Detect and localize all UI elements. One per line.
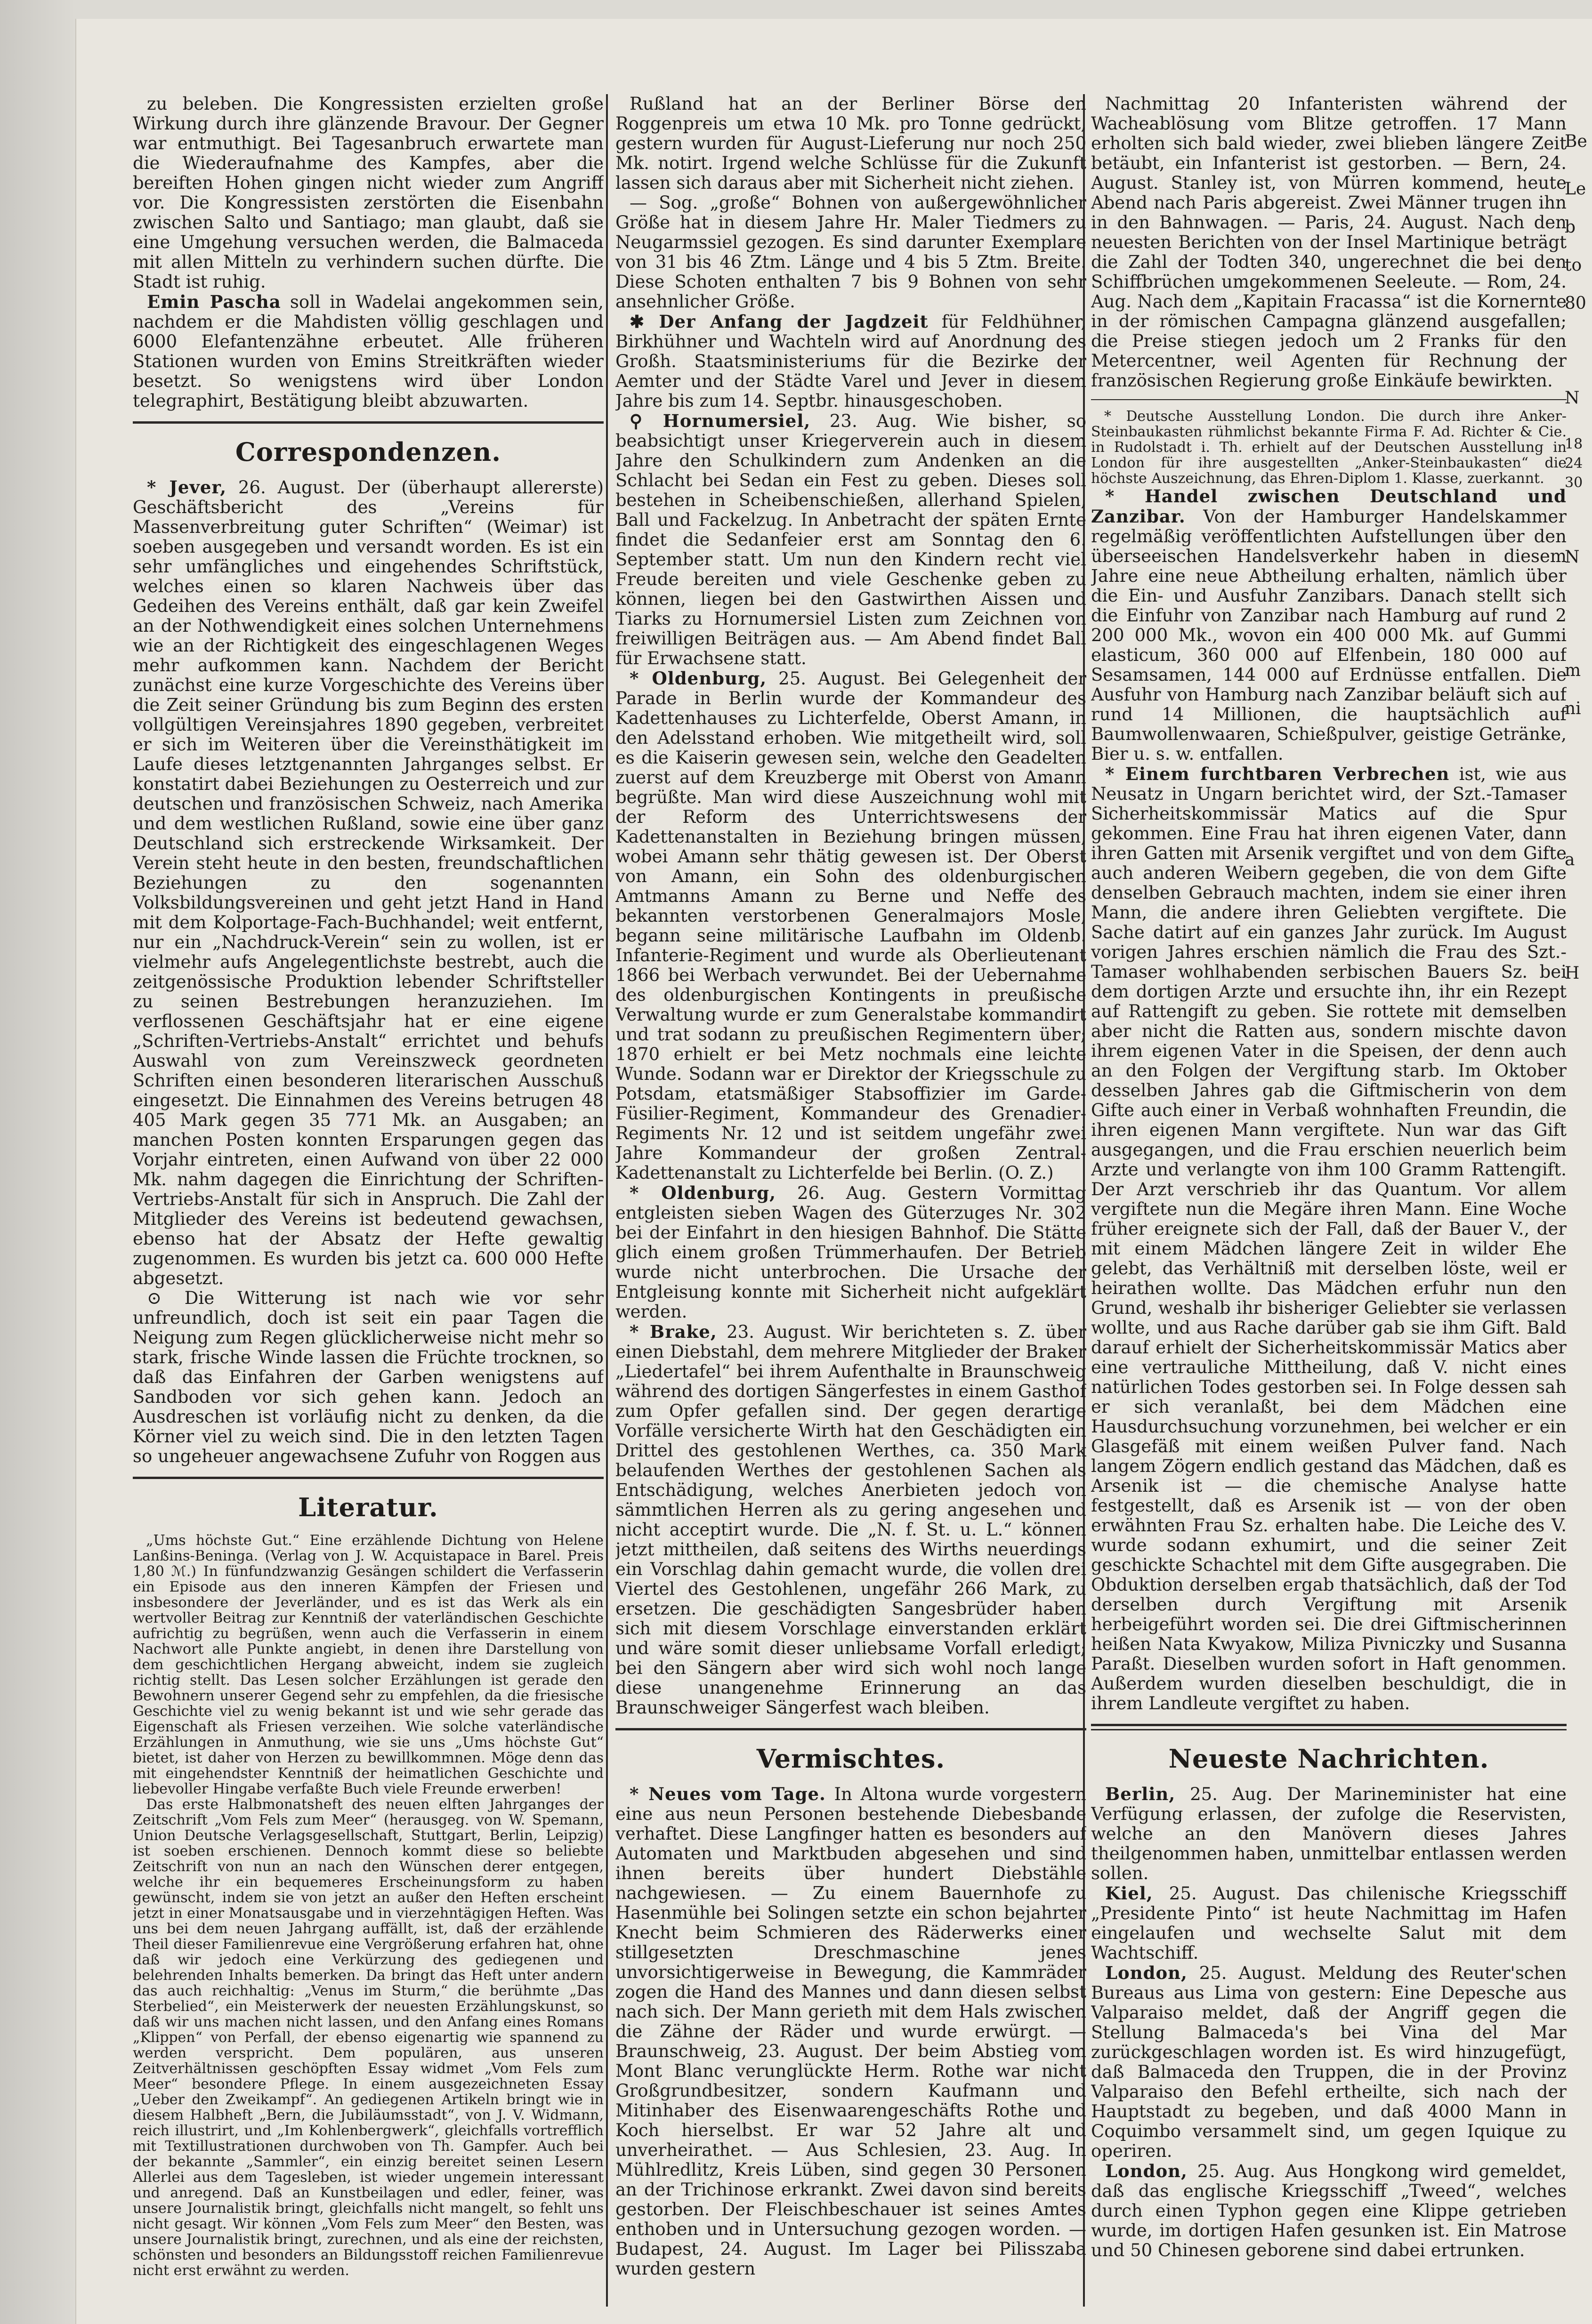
edge-fragment: b bbox=[1565, 217, 1576, 237]
section-rule bbox=[133, 421, 604, 424]
article-jever: * Jever, 26. August. Der (überhaupt allererste) Geschäftsbericht des „Vereins für Massenverbreitung guter Schriften“ (Weimar) ist soeben ausgegeben und versandt worden. Es ist ein sehr umfängliches und eingehendes Schriftstück, welches einen so klaren Nachweis über das Gedeihen des Vereins enthält, daß gar kein Zweifel an der Nothwendigkeit eines solchen Unternehmens wie an der Richtigkeit des eingeschlagenen Weges mehr aufkommen kann. Nachdem der Bericht zunächst eine kurze Vorgeschichte des Vereins über die Zeit seiner Gründung bis zum Beginn des ersten vollgültigen Vereinsjahres 1890 gegeben, verbreitet er sich im Weiteren über die Vereinsthätigkeit im Laufe dieses letztgenannten Jahrganges selbst. Er konstatirt dabei Beziehungen zu Oesterreich und zur deutschen und französischen Schweiz, nach Amerika und dem westlichen Rußland, sowie eine über ganz Deutschland sich erstreckende Wirksamkeit. Der Verein steht heute in den besten, freundschaftlichen Beziehungen zu den sogenannten Volksbildungsvereinen und geht jetzt Hand in Hand mit dem Kolportage-Fach-Buchhandel; weit entfernt, nur ein „Nachdruck-Verein“ sein zu wollen, ist er vielmehr aufs Angelegentlichste bestrebt, auch die zeitgenössische Produktion lebender Schriftsteller zu seinen Bestrebungen heranzuziehen. Im verflossenen Geschäftsjahr hat er eine eigene „Schriften-Vertriebs-Anstalt“ errichtet und behufs Auswahl von zum Vereinszweck geordneten Schriften einen besonderen literarischen Ausschuß eingesetzt. Die Einnahmen des Vereins betrugen 48 405 Mark gegen 35 771 Mk. an Ausgaben; an manchen Posten konnten Ersparungen gegen das Vorjahr eintreten, einen Aufwand von über 22 000 Mk. nahm dagegen die Einrichtung der Schriften-Vertriebs-Anstalt für sich in Anspruch. Die Zahl der Mitglieder des Vereins ist bedeutend gewachsen, ebenso hat der Absatz der Hefte gewaltig zugenommen. Es wurden bis jetzt ca. 600 000 Hefte abgesetzt. bbox=[133, 477, 604, 1288]
edge-fragment: m bbox=[1565, 661, 1581, 680]
article-text: zu beleben. Die Kongressisten erzielten große Wirkung durch ihre glänzende Bravour. Der Gegner war entmuthigt. Bei Tagesanbruch erwartete man die Wiederaufnahme des Kampfes, aber die bereiften Hohen gingen nicht wieder zum Angriff vor. Die Kongressisten zerstörten die Eisenbahn zwischen Salto und Santiago; man glaubt, daß sie eine Umgehung versuchen werden, die Balmaceda mit allen Mitteln zu verhindern suchen dürfte. Die Stadt ist ruhig. bbox=[133, 94, 604, 292]
literature-review: „Ums höchste Gut.“ Eine erzählende Dichtung von Helene Lanßins-Beninga. (Verlag von J. W. Acquistapace in Barel. Preis 1,80 ℳ.) In fünfundzwanzig Gesängen schildert die Verfasserin ein Episode aus den inneren Kämpfen der Friesen und insbesondere der Jeverländer, und es ist das Werk als ein wertvoller Beitrag zur Kenntniß der vaterländischen Geschichte aufrichtig zu begrüßen, wenn auch die Verfasserin in einem Nachwort alle Punkte angiebt, in denen ihre Darstellung von dem geschichtlichen Hergang abweicht, indem sie zugleich richtig stellt. Das Lesen solcher Erzählungen ist gerade den Bewohnern unserer Gegend sehr zu empfehlen, da die friesische Geschichte viel zu wenig bekannt ist und wie sehr gerade das Eigenschaft als Friesen verzeihen. Wie solche vaterländische Erzählungen in Anmuthung, wie sie uns „Ums höchste Gut“ bietet, ist daher von Herzen zu bewillkommnen. Möge denn das mit eingehendster Kenntniß der heimatlichen Geschichte und liebevoller Hingabe verfaßte Buch viele Freunde erwerben! bbox=[133, 1532, 604, 1797]
news-london: London, 25. Aug. Aus Hongkong wird gemeldet, daß das englische Kriegsschiff „Tweed“, welches durch einen Typhon gegen eine Klippe getrieben wurde, im dortigen Hafen gesunken ist. Ein Matrose und 50 Chinesen geborene sind dabei ertrunken. bbox=[1091, 2161, 1567, 2260]
section-rule bbox=[1091, 1724, 1567, 1726]
article-emin: Emin Pascha soll in Wadelai angekommen sein, nachdem er die Mahdisten völlig geschlagen und 6000 Elefantenzähne erbeutet. Alle früheren Stationen wurden von Emins Streitkräften wieder besetzt. So wenigstens wird über London telegraphirt, Bestätigung bleibt abzuwarten. bbox=[133, 291, 604, 411]
section-heading-neueste-nachrichten: Neueste Nachrichten. bbox=[1168, 1744, 1489, 1774]
article-verbrechen: * Einem furchtbaren Verbrechen ist, wie aus Neusatz in Ungarn berichtet wird, der Szt.-Tamaser Sicherheitskommissär Matics auf die Spur gekommen. Eine Frau hat ihren eigenen Vater, dann ihren Gatten mit Arsenik vergiftet und von dem Gifte auch anderen Weibern gegeben, die von dem Gifte denselben Gebrauch machten, indem sie einer ihren Mann, die andere ihren Geliebten vergiftete. Die Sache datirt auf ein ganzes Jahr zurück. Im August vorigen Jahres erschien nämlich die Frau des Szt.-Tamaser wohlhabenden serbischen Bauers Sz. bei dem dortigen Arzte und ersuchte ihn, ihr ein Rezept auf Rattengift zu geben. Sie rottete mit demselben aber nicht die Ratten aus, sondern mischte davon ihrem eigenen Vater in die Speisen, der denn auch an den Folgen der Vergiftung starb. Im Oktober desselben Jahres gab die Giftmischerin von dem Gifte auch einer in Verbaß wohnhaften Freundin, die ihren eigenen Mann vergiftete. Nun war das Gift ausgegangen, und die Frau erschien neuerlich beim Arzte und verlangte von ihm 100 Gramm Rattengift. Der Arzt verschrieb ihr das Quantum. Vor allem vergiftete nun die Megäre ihren Mann. Eine Woche früher ereignete sich der Fall, daß der Bauer V., der mit einem Mädchen längere Zeit in wilder Ehe gelebt, das Verhältniß mit derselben löste, weil er heirathen wollte. Das Mädchen erfuhr nun den Grund, weshalb ihr bisheriger Geliebter sie verlassen wollte, und aus Rache darüber gab sie ihm Gift. Bald darauf erhielt der Sicherheitskommissär Matics aber eine vertrauliche Mittheilung, daß V. nicht eines natürlichen Todes gestorben sei. In Folge dessen sah er sich veranlaßt, bei dem Mädchen eine Hausdurchsuchung vorzunehmen, bei welcher er ein Glasgefäß mit einem weißen Pulver fand. Nach langem Zögern endlich gestand das Mädchen, daß es Arsenik ist — die chemische Analyse hatte festgestellt, daß es Arsenik ist — von der oben erwähnten Frau Sz. erhalten habe. Die Leiche des V. wurde sodann exhumirt, und die seiner Zeit geschickte Schachtel mit dem Gifte ausgegraben. Die Obduktion derselben ergab thatsächlich, daß der Tod derselben durch Vergiftung mit Arsenik herbeigeführt worden sei. Die drei Giftmischerinnen heißen Nata Kwyakow, Miliza Pivniczky und Susanna Paraßt. Dieselben wurden sofort in Haft genommen. Außerdem wurden dieselben beschuldigt, die in ihrem Landleute vergiftet zu haben. bbox=[1091, 764, 1567, 1713]
edge-fragment: 24 bbox=[1565, 455, 1583, 472]
edge-fragment: N bbox=[1565, 388, 1580, 408]
article-text: Nachmittag 20 Infanteristen während der Wacheablösung vom Blitze getroffen. 17 Mann erholten sich bald wieder, zwei blieben längere Zeit betäubt, ein Infanterist ist gestorben. — Bern, 24. August. Stanley ist, von Mürren kommend, heute Abend nach Paris abgereist. Zwei Männer trugen ihn in den Bahnwagen. — Paris, 24. August. Nach den neuesten Berichten von der Insel Martinique beträgt die Zahl der Todten 340, ungerechnet die bei den Schiffbrüchen umgekommenen Seeleute. — Rom, 24. Aug. Nach dem „Kapitain Fracassa“ ist die Kornernte in der römischen Campagna glänzend ausgefallen; die Preise stiegen jedoch um 2 Franks für den Metercentner, weil Agenten für Rechnung der französischen Regierung große Einkäufe bewirkten. bbox=[1091, 94, 1567, 391]
section-heading-literatur: Literatur. bbox=[298, 1492, 438, 1522]
literature-review: Das erste Halbmonatsheft des neuen elften Jahrganges der Zeitschrift „Vom Fels zum Meer“ (herausgeg. von W. Spemann, Union Deutsche Verlagsgesellschaft, Stuttgart, Berlin, Leipzig) ist soeben erschienen. Dennoch kommt diese so beliebte Zeitschrift von nun an nach den Wünschen derer entgegen, welche ihr ein bequemeres Erscheinungsform zu haben gewünscht, indem sie von jetzt an außer den Heften erscheint jetzt in einer Monatsausgabe und in vierzehntägigen Heften. Was uns bei dem neuen Jahrgang auffällt, ist, daß der erzählende Theil dieser Familienrevue eine Vergrößerung erfahren hat, ohne daß wir jedoch eine Verkürzung des gediegenen und belehrenden Inhalts bemerken. Da bringt das Heft unter andern das auch reichhaltig: „Venus im Sturm,“ die berühmte „Das Sterbelied“, ein Meisterwerk der neuesten Erzählungskunst, so daß wir uns machen nicht lassen, und den Anfang eines Romans „Klippen“ von Perfall, der ebenso eigenartig wie spannend zu werden verspricht. Dem populären, aus unseren Zeitverhältnissen geschöpften Essay widmet „Vom Fels zum Meer“ besondere Pflege. In einem ausgezeichneten Essay „Ueber den Zweikampf“. An gediegenen Artikeln bringt wie in diesem Halbheft „Bern, die Jubiläumsstadt“, von J. V. Widmann, reich illustrirt, und „Im Kohlenbergwerk“, gleichfalls vortrefflich mit Textillustrationen durchwoben von Th. Gampfer. Auch bei der bekannte „Sammler“, ein einzig bereitet seinen Lesern Allerlei aus dem Tagesleben, ist wieder ungemein interessant und anregend. Daß an Kunstbeilagen und edler, feiner, was unsere Journalistik bringt, gleichfalls nicht mangelt, so fehlt uns nicht gesagt. Wir können „Vom Fels zum Meer“ den Besten, was unsere Journalistik bringt, zurechnen, und als eine der reichsten, schönsten und besonders an Bildungsstoff reichen Familienrevue nicht erst erwähnt zu werden. bbox=[133, 1796, 604, 2279]
section-rule bbox=[615, 1728, 1086, 1730]
edge-fragment: Be bbox=[1565, 132, 1587, 151]
edge-fragment: Le bbox=[1565, 179, 1586, 199]
edge-fragment: 30 bbox=[1565, 474, 1583, 491]
article-text: Rußland hat an der Berliner Börse den Roggenpreis um etwa 10 Mk. pro Tonne gedrückt, gestern wurden für August-Lieferung nur noch 250 Mk. notirt. Irgend welche Schlüsse für die Zukunft lassen sich daraus aber mit Sicherheit nicht ziehen. bbox=[615, 94, 1086, 193]
edge-fragment: ni bbox=[1565, 699, 1581, 718]
edge-fragment: 18 bbox=[1565, 436, 1583, 452]
edge-fragment: H bbox=[1565, 964, 1580, 983]
cut-off-column-edge bbox=[1565, 94, 1592, 2307]
section-rule bbox=[133, 1477, 604, 1479]
article-weather: ⊙ Die Witterung ist nach wie vor sehr unfreundlich, doch ist seit ein paar Tagen die Neigung zum Regen glücklicherweise nicht mehr so stark, frische Winde lassen die Früchte trocknen, so daß das Einfahren der Garben wenigstens auf Sandboden vor sich gehen kann. Jedoch an Ausdreschen ist vorläufig nicht zu denken, da die Körner viel zu weich sind. Die in den letzten Tagen so ungeheuer angewachsene Zufuhr von Roggen aus bbox=[133, 1288, 604, 1466]
notice-ausstellung: * Deutsche Ausstellung London. Die durch ihre Anker-Steinbaukasten rühmlichst bekannte Firma F. Ad. Richter & Cie. in Rudolstadt i. Th. erhielt auf der Deutschen Ausstellung in London für ihre ausgestellten „Anker-Steinbaukasten“ die höchste Auszeichnung, das Ehren-Diplom 1. Klasse, zuerkannt. bbox=[1091, 408, 1567, 487]
edge-fragment: 80 bbox=[1565, 294, 1586, 313]
column-2 bbox=[615, 94, 1086, 2307]
news-london: London, 25. August. Meldung des Reuter'schen Bureaus aus Lima von gestern: Eine Depesche aus Valparaiso meldet, daß der Angriff gegen die Stellung Balmaceda's bei Vina del Mar zurückgeschlagen worden ist. Es wird hinzugefügt, daß Balmaceda den Truppen, die in der Provinz Valparaiso den Befehl ertheilte, sich nach der Hauptstadt zu begeben, und daß 4000 Mann in Coquimbo versammelt sind, um gegen Iquique zu operiren. bbox=[1091, 1962, 1567, 2161]
column-1 bbox=[133, 94, 604, 2307]
section-rule bbox=[1091, 399, 1567, 400]
article-neues-vom-tage: * Neues vom Tage. In Altona wurde vorgestern eine aus neun Personen bestehende Diebesbande verhaftet. Diese Langfinger hatten es besonders auf Automaten und Marktbuden abgesehen und sind ihnen bereits über hundert Diebstähle nachgewiesen. — Zu einem Bauernhofe zu Hasenmühle bei Solingen setzte ein schon bejahrter Knecht beim Schmieren des Räderwerks einer stillgesetzten Dreschmaschine jenes unvorsichtigerweise in Bewegung, die Kammräder zogen die Hand des Mannes und dann diesen selbst nach sich. Der Mann gerieth mit dem Hals zwischen die Zähne der Räder und wurde erwürgt. — Braunschweig, 23. August. Der beim Abstieg vom Mont Blanc verunglückte Herm. Rothe war nicht Großgrundbesitzer, sondern Kaufmann und Mitinhaber des Eisenwaarengeschäfts Rothe und Koch hierselbst. Er war 52 Jahre alt und unverheirathet. — Aus Schlesien, 23. Aug. In Mühlredlitz, Kreis Lüben, sind gegen 30 Personen an der Trichinose erkrankt. Zwei davon sind bereits gestorben. Der Fleischbeschauer ist seines Amtes enthoben und in Untersuchung gezogen worden. — Budapest, 24. August. Im Lager bei Pilisszaba wurden gestern bbox=[615, 1784, 1086, 2279]
column-rule bbox=[606, 94, 608, 2307]
edge-fragment: a bbox=[1565, 850, 1575, 869]
article-bohnen: — Sog. „große“ Bohnen von außergewöhnlicher Größe hat in diesem Jahre Hr. Maler Tiedmers zu Neugarmssiel gezogen. Es sind darunter Exemplare von 31 bis 46 Ztm. Länge und 4 bis 5 Ztm. Breite. Diese Schoten enthalten 7 bis 9 Bohnen von sehr ansehnlicher Größe. bbox=[615, 193, 1086, 312]
article-brake: * Brake, 23. August. Wir berichteten s. Z. über einen Diebstahl, dem mehrere Mitglieder der Braker „Liedertafel“ bei ihrem Aufenthalte in Braunschweig während des dortigen Sängerfestes in einem Gasthof zum Opfer gefallen sind. Der gegen derartige Vorfälle versicherte Wirth hat den Geschädigten ein Drittel des gestohlenen Werthes, ca. 350 Mark belaufenden Werthes der gestohlenen Sachen als Entschädigung, welches Anerbieten jedoch von sämmtlichen Herren als zu gering angesehen und nicht acceptirt wurde. Die „N. f. St. u. L.“ können jetzt mittheilen, daß seitens des Wirths neuerdings ein Vorschlag dahin gemacht wurde, die vollen drei Viertel des Gestohlenen, ungefähr 266 Mark, zu ersetzen. Die geschädigten Sangesbrüder haben sich mit diesem Vorschlage einverstanden erklärt und wäre somit dieser unliebsame Vorfall erledigt; bei den Sängern aber wird sich wohl noch lange diese unangenehme Erinnerung an das Braunschweiger Sängerfest wach bleiben. bbox=[615, 1321, 1086, 1718]
article-jagdzeit: ✱ Der Anfang der Jagdzeit für Feldhühner, Birkhühner und Wachteln wird auf Anordnung des Großh. Staatsministeriums für die Bezirke der Aemter und der Städte Varel und Jever in diesem Jahre bis zum 14. Septbr. hinausgeschoben. bbox=[615, 311, 1086, 411]
article-oldenburg: * Oldenburg, 25. August. Bei Gelegenheit der Parade in Berlin wurde der Kommandeur des Kadettenhauses zu Lichterfelde, Oberst Amann, in den Adelsstand erhoben. Wie mitgetheilt wird, soll es die Kaiserin gewesen sein, welche den Geadelten zuerst auf dem Kreuzberge mit Oberst von Amann begrüßte. Man wird diese Auszeichnung wohl mit der Reform des Unterrichtswesens der Kadettenanstalten in Beziehung bringen müssen, wobei Amann sehr thätig gewesen ist. Der Oberst von Amann, ein Sohn des oldenburgischen Amtmanns Amann zu Berne und Neffe des bekannten verstorbenen Generalmajors Mosle, begann seine militärische Laufbahn im Oldenb. Infanterie-Regiment und wurde als Oberlieutenant 1866 bei Werbach verwundet. Bei der Uebernahme des oldenburgischen Kontingents in preußische Verwaltung wurde er zum Generalstabe kommandirt und trat sodann zu preußischen Regimentern über; 1870 erhielt er bei Metz nochmals eine leichte Wunde. Sodann war er Direktor der Kriegsschule zu Potsdam, etatsmäßiger Stabsoffizier im Garde-Füsilier-Regiment, Kommandeur des Grenadier-Regiments Nr. 12 und ist seitdem ungefähr zwei Jahre Kommandeur der großen Zentral-Kadettenanstalt zu Lichterfelde bei Berlin. (O. Z.) bbox=[615, 668, 1086, 1183]
section-rule bbox=[1091, 1729, 1567, 1730]
page-shadow bbox=[0, 0, 75, 2324]
section-heading-vermischtes: Vermischtes. bbox=[756, 1744, 946, 1774]
news-kiel: Kiel, 25. August. Das chilenische Kriegsschiff „Presidente Pinto“ ist heute Nachmittag im Hafen eingelaufen und wechselte Salut mit dem Wachtschiff. bbox=[1091, 1883, 1567, 1963]
section-heading-correspondenzen: Correspondenzen. bbox=[235, 437, 501, 467]
edge-fragment: to bbox=[1565, 256, 1582, 275]
edge-fragment: N bbox=[1565, 547, 1580, 567]
article-handel-zanzibar: * Handel zwischen Deutschland und Zanzibar. Von der Hamburger Handelskammer regelmäßig veröffentlichten Aufstellungen über den überseeischen Handelsverkehr haben in diesem Jahre eine neue Abtheilung erhalten, nämlich über die Ein- und Ausfuhr Zanzibars. Danach stellt sich die Einfuhr von Zanzibar nach Hamburg auf rund 2 200 000 Mk., wovon ein 400 000 Mk. auf Gummi elasticum, 360 000 auf Elfenbein, 180 000 auf Sesamsamen, 144 000 auf Erdnüsse entfallen. Die Ausfuhr von Hamburg nach Zanzibar beläuft sich auf rund 14 Millionen, die hauptsächlich auf Baumwollenwaaren, Schießpulver, geistige Getränke, Bier u. s. w. entfallen. bbox=[1091, 486, 1567, 764]
news-berlin: Berlin, 25. Aug. Der Marineminister hat eine Verfügung erlassen, der zufolge die Reservisten, welche an den Manövern dieses Jahres theilgenommen haben, unmittelbar entlassen werden sollen. bbox=[1091, 1784, 1567, 1883]
article-oldenburg: * Oldenburg, 26. Aug. Gestern Vormittag entgleisten sieben Wagen des Güterzuges Nr. 302 bei der Einfahrt in den hiesigen Bahnhof. Die Stätte glich einem großen Trümmerhaufen. Der Betrieb wurde nicht unterbrochen. Die Ursache der Entgleisung konnte mit Sicherheit nicht aufgeklärt werden. bbox=[615, 1182, 1086, 1322]
column-3 bbox=[1091, 94, 1567, 2307]
newspaper-page bbox=[75, 19, 1592, 2324]
article-hornumersiel: ⚲ Hornumersiel, 23. Aug. Wie bisher, so beabsichtigt unser Kriegerverein auch in diesem Jahre den Schulkindern zum Andenken an die Schlacht bei Sedan ein Fest zu geben. Dieses soll bestehen in Scheibenschießen, allerhand Spielen, Ball und Fackelzug. In Anbetracht der späten Ernte findet die Sedanfeier erst am Sonntag den 6. September statt. Um nun den Kindern recht viel Freude bereiten und viele Geschenke geben zu können, liegen bei den Gastwirthen Aissen und Tiarks zu Hornumersiel Listen zum Zeichnen von freiwilligen Beiträgen aus. — Am Abend findet Ball für Erwachsene statt. bbox=[615, 410, 1086, 668]
